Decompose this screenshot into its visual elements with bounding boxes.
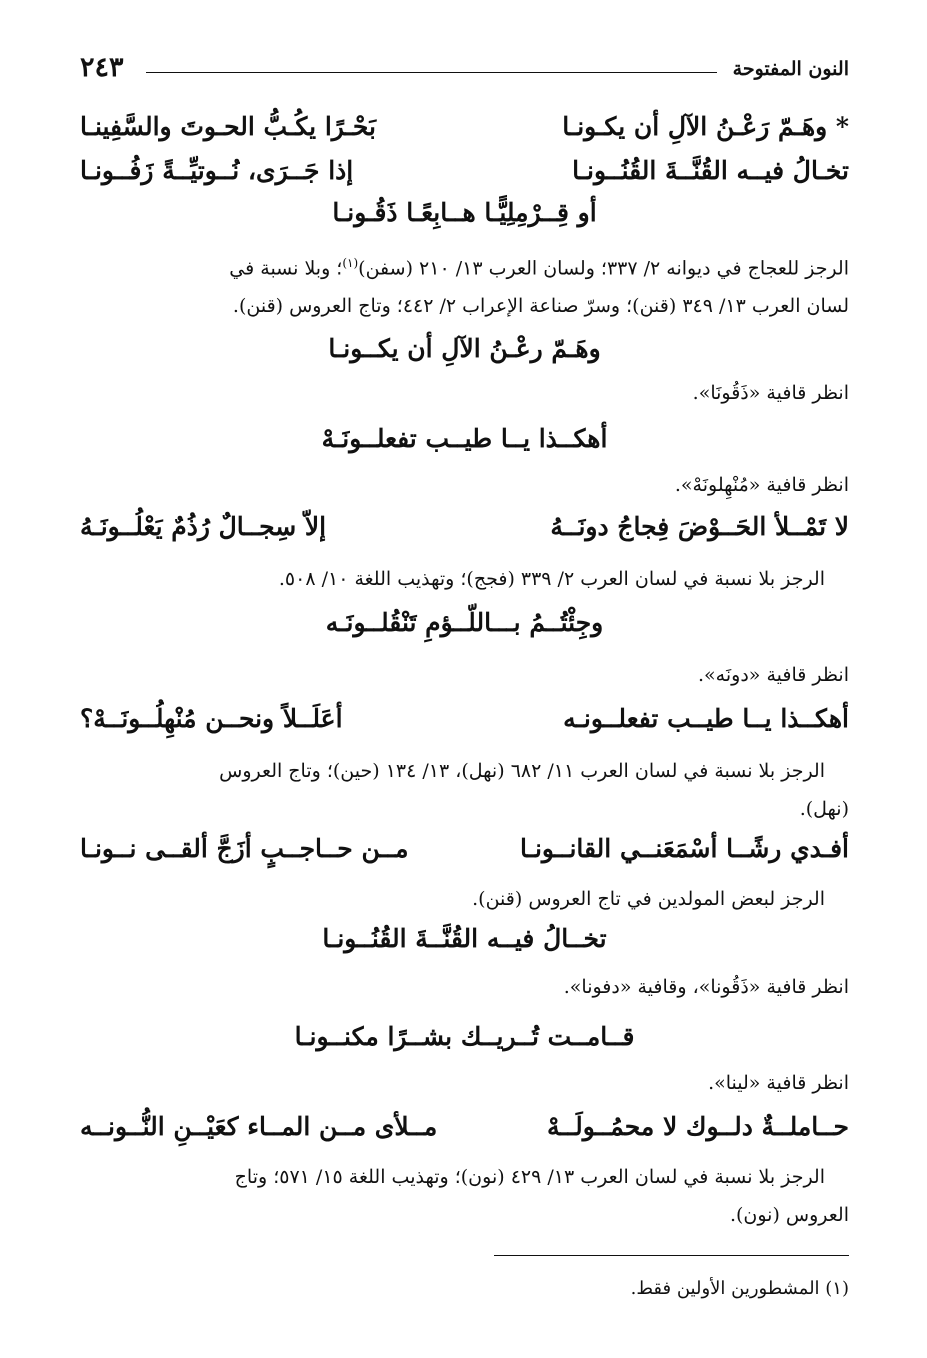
citation-paragraph — [80, 880, 849, 918]
citation-line: الرجز لبعض المولدين في تاج العروس (قنن). — [472, 888, 825, 910]
chapter-title: النون المفتوحة — [732, 58, 849, 80]
footnote: (١) المشطورين الأولين فقط. — [630, 1278, 849, 1299]
verse-text: تخــالُ فيــه القُنَّــةَ القُنُــونـا — [322, 924, 607, 953]
verse-text: وجِئْتُــمُ بـــاللّــؤمِ تَنْقُلــونَـه — [325, 608, 604, 637]
verse-line — [80, 1022, 849, 1051]
verse-second-hemistich: مــلأى مــن المــاء كعَيْــنِ النُّــونــه — [80, 1112, 438, 1141]
header-rule — [146, 72, 717, 73]
citation-line: الرجز بلا نسبة في لسان العرب ٢/ ٣٣٩ (فجج)؛ وتهذيب اللغة ١٠/ ٥٠٨. — [278, 568, 825, 590]
citation-paragraph — [80, 1158, 849, 1234]
verse-second-hemistich: إلاّ سِجــالٌ رُذُمٌ يَعْلُــونَـهُ — [80, 512, 327, 541]
citation-line: الرجز بلا نسبة في لسان العرب ١٣/ ٤٢٩ (نون)؛ وتهذيب اللغة ١٥/ ٥٧١؛ وتاج — [234, 1166, 825, 1188]
cross-reference: انظر قافية «ذَقُونَا». — [692, 382, 849, 404]
citation-line: (نهل). — [799, 798, 849, 820]
verse-first-hemistich: حــاملــةٌ دلــوك لا محمُــولَــهْ — [547, 1112, 849, 1141]
citation-text: الرجز للعجاج في ديوانه ٢/ ٣٣٧؛ ولسان العرب ١٣/ ٢١٠ (سفن) — [358, 257, 849, 280]
page-header — [80, 52, 849, 88]
cross-reference: انظر قافية «مُنْهِلونَهْ». — [674, 474, 849, 496]
citation-paragraph — [80, 752, 849, 828]
verse-text: أهكــذا يــا طيــب تفعلــونَـهْ — [321, 424, 608, 453]
verse-second-hemistich: إذا جَــرَى، نُــوتيِّــةً زَفُــونـا — [80, 156, 354, 185]
cross-reference: انظر قافية «لينا». — [708, 1072, 849, 1094]
citation-line — [80, 244, 849, 287]
footnote-divider — [494, 1255, 849, 1256]
verse-second-hemistich: أعَلَــلاً ونحــن مُنْهِلُــونَــهْ؟ — [80, 704, 343, 733]
citation-paragraph — [80, 244, 849, 325]
verse-text: قــامــت تُــريــك بشــرًا مكنــونـا — [294, 1022, 635, 1051]
verse-second-hemistich: بَحْـرًا يكُـبُّ الحـوتَ والسَّفِينـا — [80, 112, 376, 141]
cross-reference: انظر قافية «ذَقُونا»، وقافية «دفونا». — [563, 976, 849, 998]
verse-line — [80, 424, 849, 453]
citation-line: العروس (نون). — [729, 1204, 849, 1226]
citation-line: الرجز بلا نسبة في لسان العرب ١١/ ٦٨٢ (نهل)، ١٣/ ١٣٤ (حين)؛ وتاج العروس — [219, 760, 825, 782]
page-number: ٢٤٣ — [80, 52, 124, 83]
verse-second-hemistich: مــن حــاجــبٍ أزَجَّ ألقــى نــونـا — [80, 834, 409, 863]
verse-first-hemistich: تخـالُ فيــه القُنَّــةَ القُنُــونـا — [572, 156, 849, 185]
verse-first-hemistich: * وهَـمّ رَعْـنُ الآلِ أن يكـونـا — [562, 112, 849, 141]
verse-first-hemistich: لا تَمْــلأ الحَــوْضَ فِجاجُ دونَــهُ — [550, 512, 849, 541]
verse-line — [80, 198, 849, 227]
verse-line — [80, 924, 849, 953]
citation-text: ؛ وبلا نسبة في — [229, 257, 343, 280]
citation-paragraph — [80, 560, 849, 598]
verse-line — [80, 334, 849, 363]
citation-line: لسان العرب ١٣/ ٣٤٩ (قنن)؛ وسرّ صناعة الإعراب ٢/ ٤٤٢؛ وتاج العروس (قنن). — [232, 295, 849, 318]
verse-text: وهَـمّ رعْـنُ الآلِ أن يكــونـا — [328, 334, 601, 363]
verse-line — [80, 608, 849, 637]
verse-first-hemistich: أفـدي رشًــا أسْمَعَنــي القانــونـا — [520, 834, 849, 863]
cross-reference: انظر قافية «دونَه». — [698, 664, 849, 686]
footnote-ref: (١) — [342, 256, 359, 270]
verse-first-hemistich: أهكــذا يــا طيــب تفعلــونـه — [563, 704, 849, 733]
verse-text: أو قِــرْمِلِيًّـا هــابِعًـا ذَقُـونـا — [332, 198, 597, 227]
